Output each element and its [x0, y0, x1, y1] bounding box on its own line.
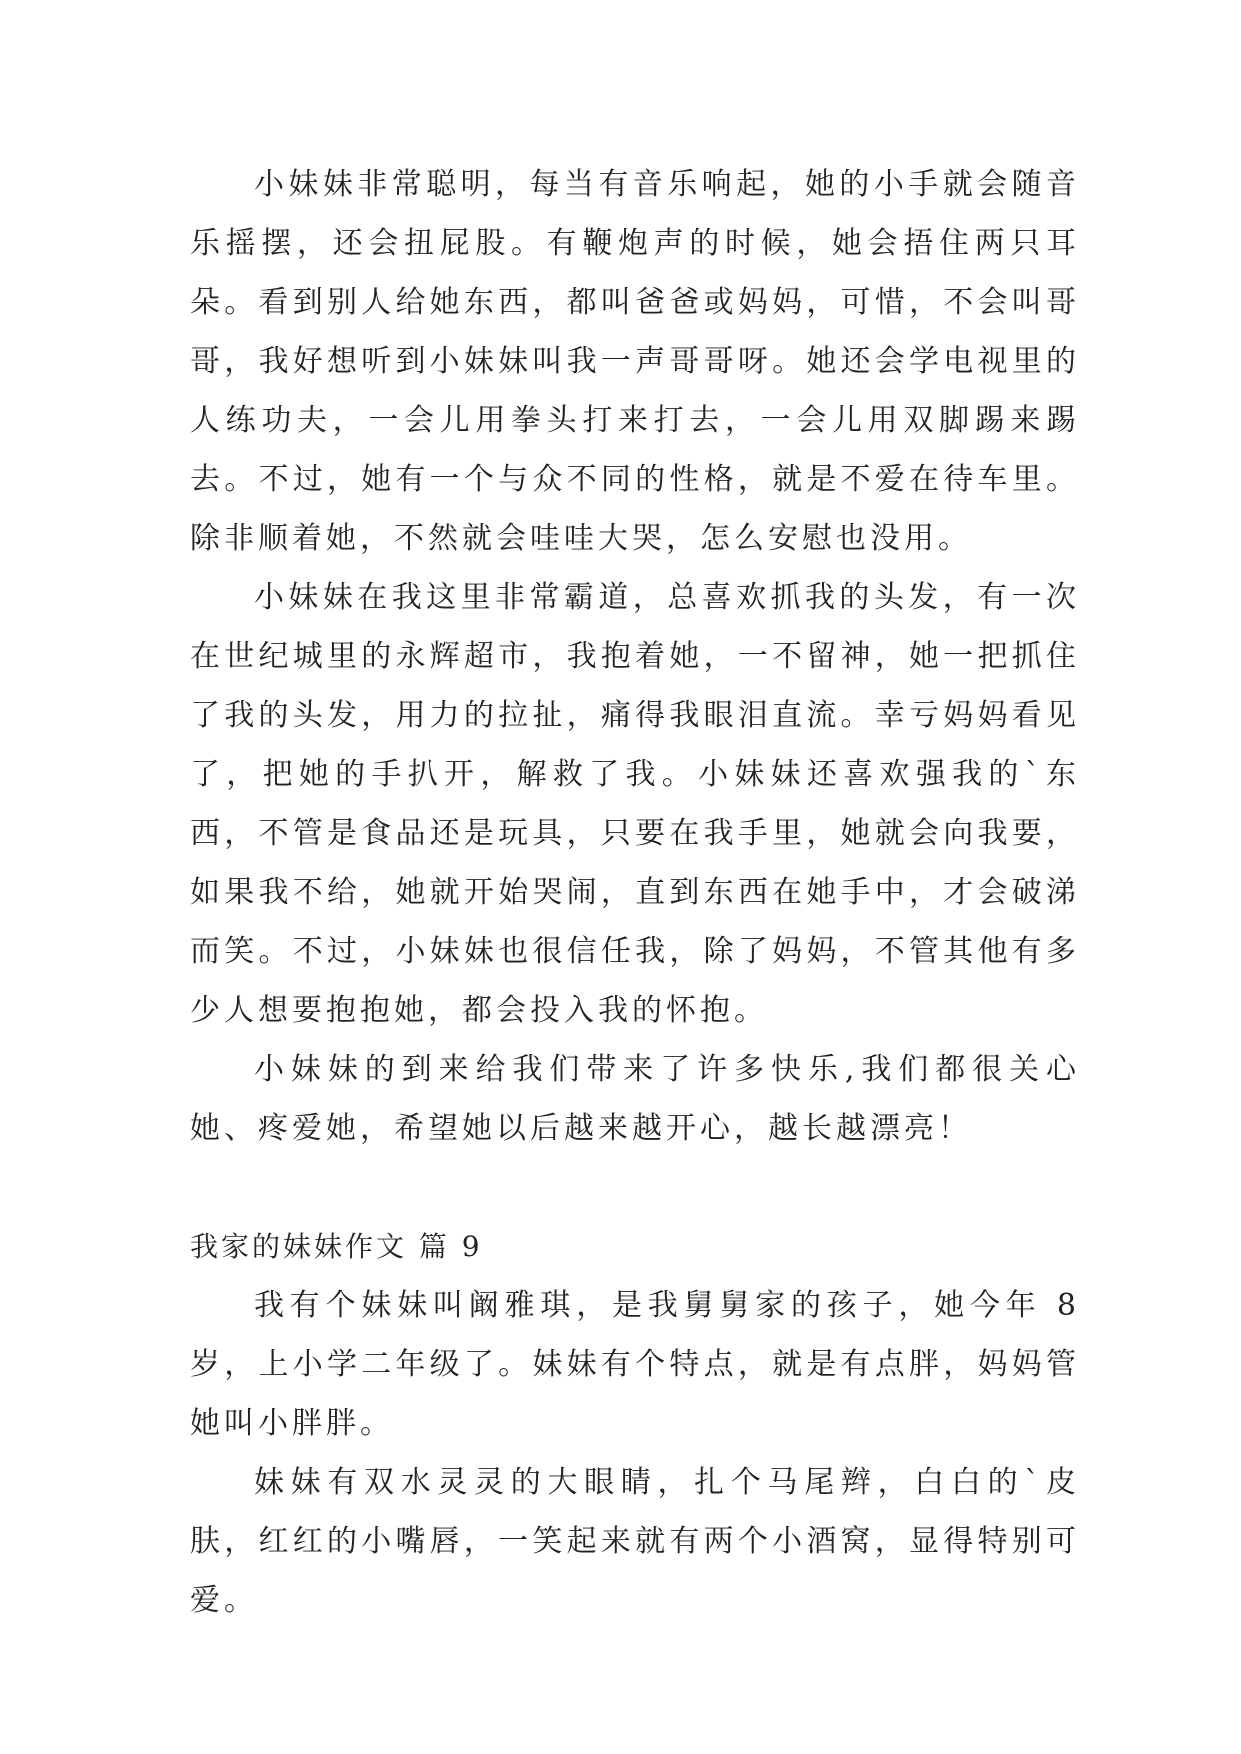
- paragraph: 小妹妹的到来给我们带来了许多快乐,我们都很关心她、疼爱她，希望她以后越来越开心，越长越漂亮！: [190, 1052, 1080, 1146]
- document-body: [190, 155, 1080, 1630]
- paragraph: 小妹妹在我这里非常霸道，总喜欢抓我的头发，有一次在世纪城里的永辉超市，我抱着她，一不留神，她一把抓住了我的头发，用力的拉扯，痛得我眼泪直流。幸亏妈妈看见了，把她的手扒开，解救了我。小妹妹还喜欢强我的`东西，不管是食品还是玩具，只要在我手里，她就会向我要，如果我不给，她就开始哭闹，直到东西在她手中，才会破涕而笑。不过，小妹妹也很信任我，除了妈妈，不管其他有多少人想要抱抱她，都会投入我的怀抱。: [190, 580, 1080, 1028]
- paragraph: 小妹妹非常聪明，每当有音乐响起，她的小手就会随音乐摇摆，还会扭屁股。有鞭炮声的时候，她会捂住两只耳朵。看到别人给她东西，都叫爸爸或妈妈，可惜，不会叫哥哥，我好想听到小妹妹叫我一声哥哥呀。她还会学电视里的人练功夫，一会儿用拳头打来打去，一会儿用双脚踢来踢去。不过，她有一个与众不同的性格，就是不爱在待车里。除非顺着她，不然就会哇哇大哭，怎么安慰也没用。: [190, 167, 1080, 556]
- section-title: 我家的妹妹作文 篇 9: [190, 1230, 483, 1263]
- paragraph: 妹妹有双水灵灵的大眼睛，扎个马尾辫，白白的`皮肤，红红的小嘴唇，一笑起来就有两个小酒窝，显得特别可爱。: [190, 1465, 1080, 1618]
- paragraph: 我有个妹妹叫阚雅琪，是我舅舅家的孩子，她今年 8 岁，上小学二年级了。妹妹有个特点，就是有点胖，妈妈管她叫小胖胖。: [190, 1288, 1080, 1441]
